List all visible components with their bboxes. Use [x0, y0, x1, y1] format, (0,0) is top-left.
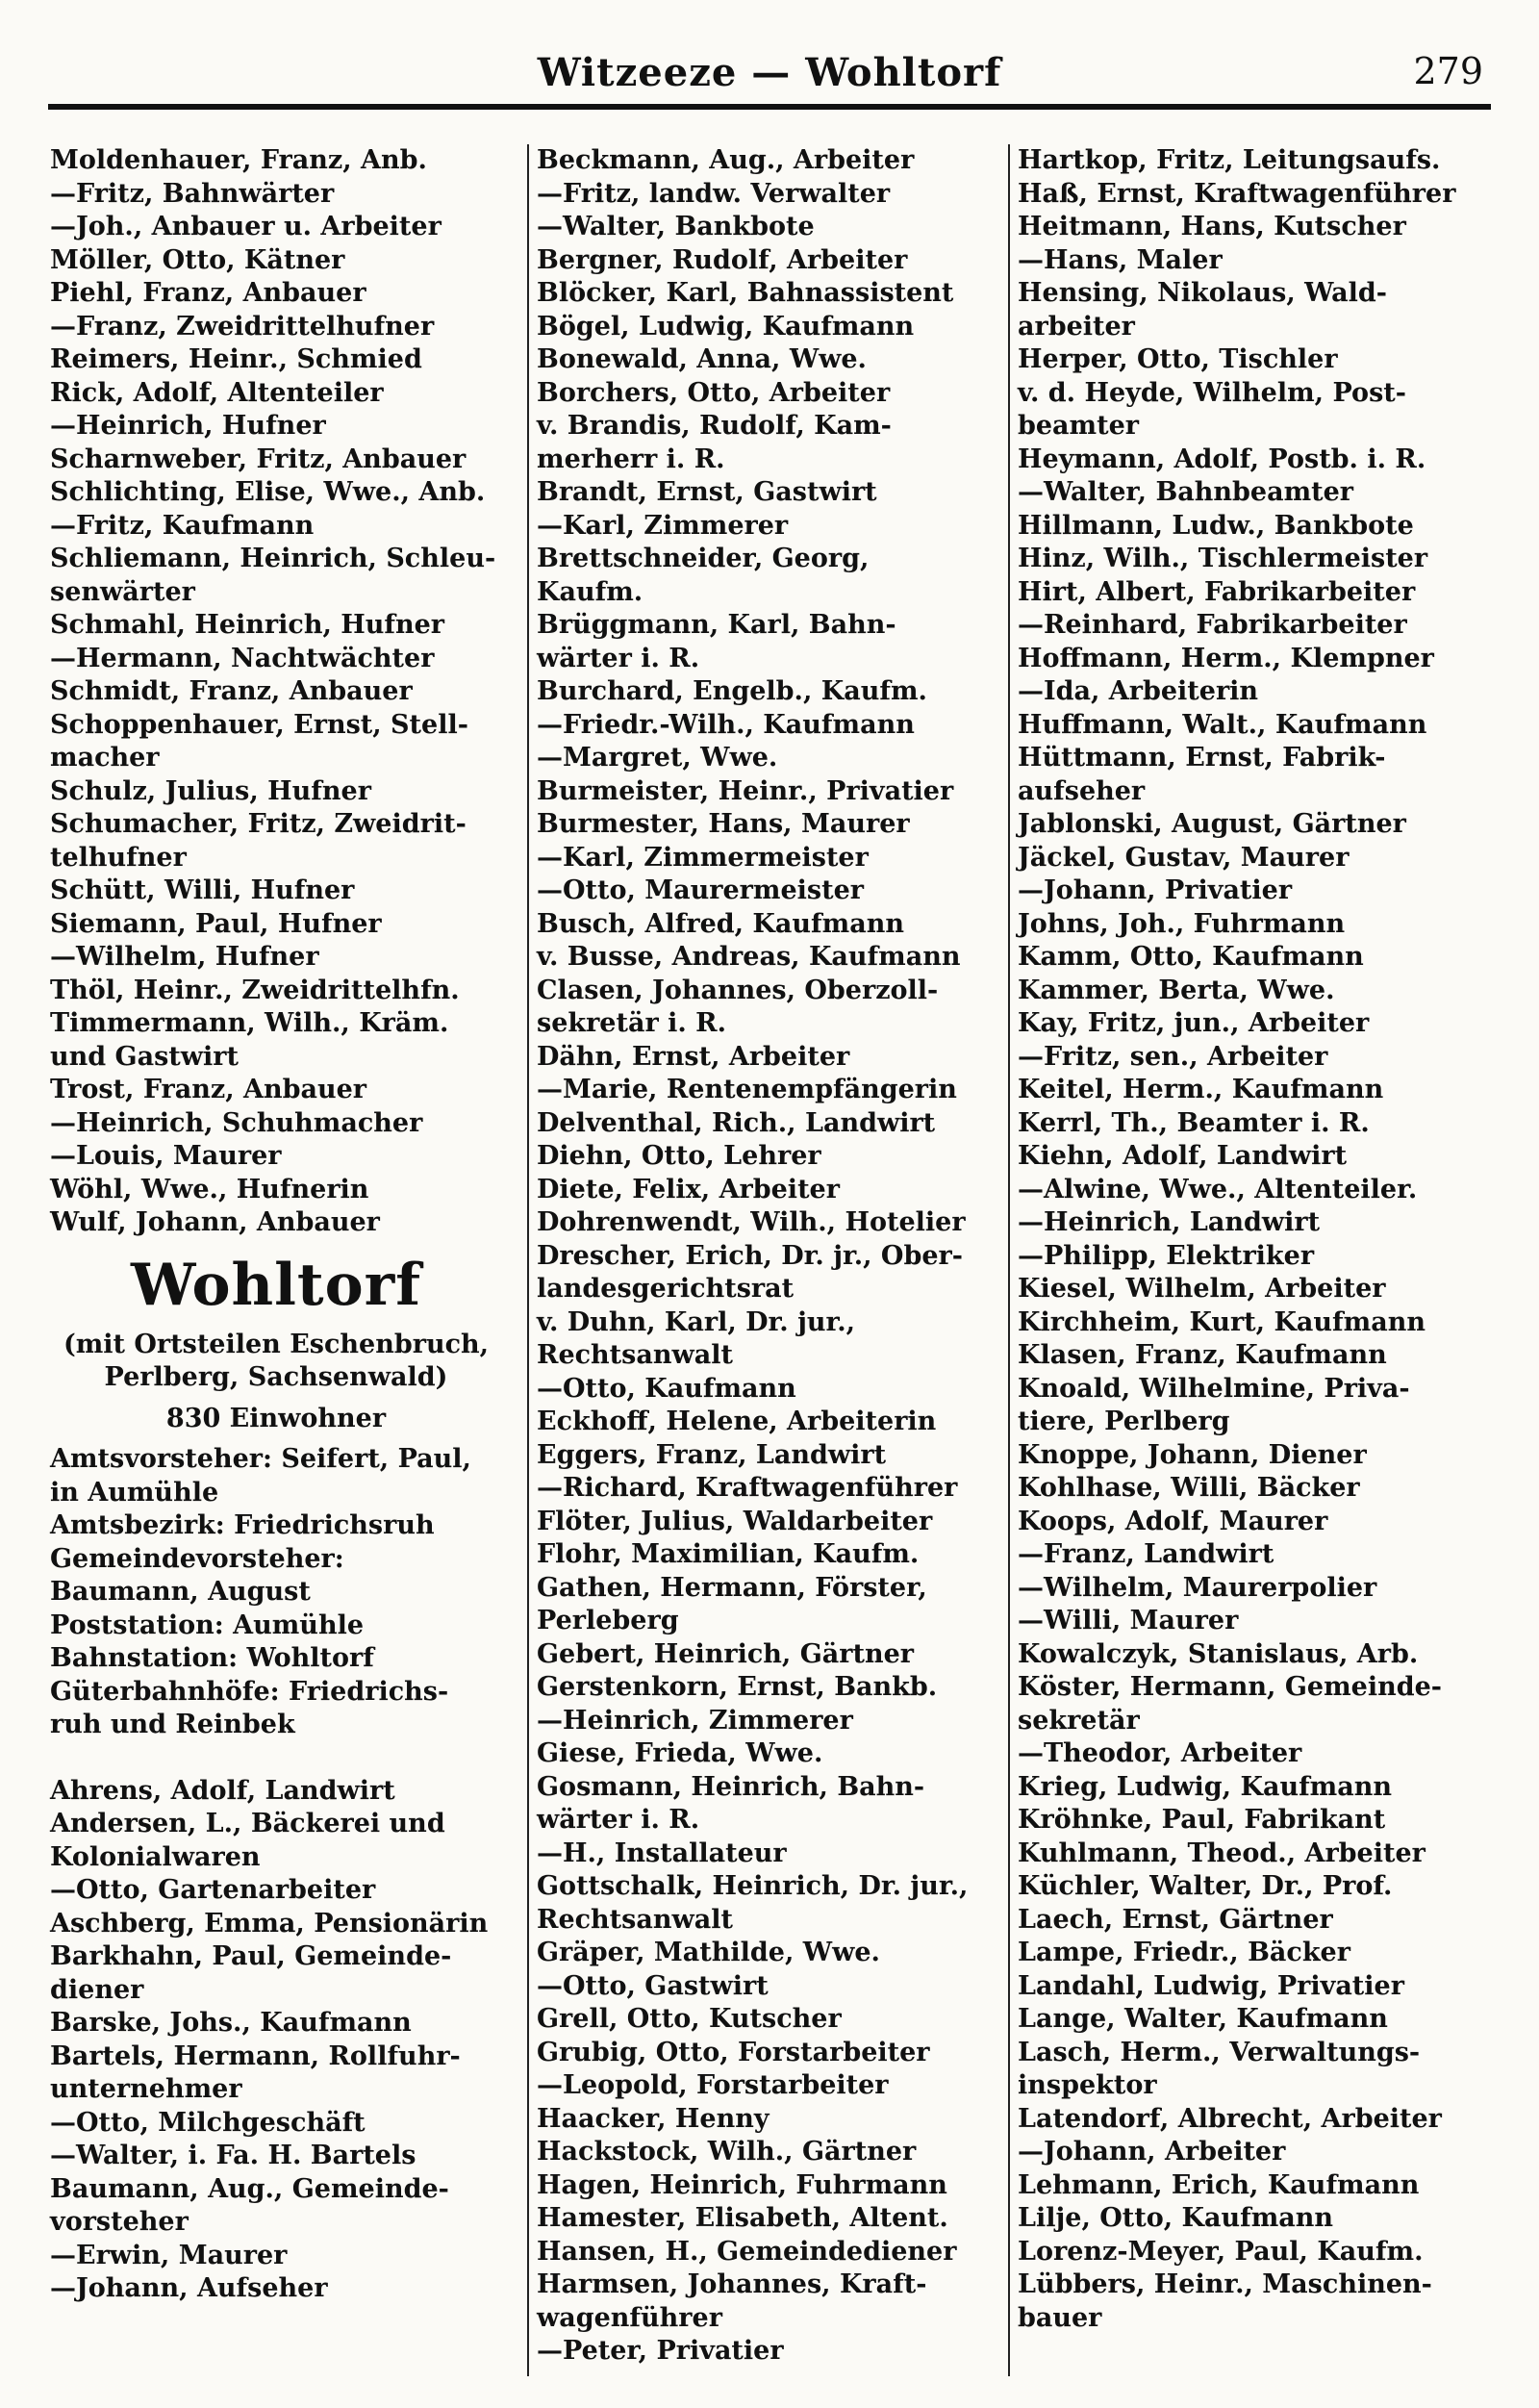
directory-entry: v. d. Heyde, Wilhelm, Post- beamter [1018, 377, 1406, 441]
directory-entry: —Walter, Bahnbeamter [1018, 477, 1354, 507]
directory-entry: —Alwine, Wwe., Altenteiler. [1018, 1174, 1418, 1204]
directory-entry: Andersen, L., Bäckerei und Kolonialwaren [50, 1809, 445, 1872]
directory-entry: Beckmann, Aug., Arbeiter [537, 145, 915, 175]
directory-entry: —Johann, Privatier [1018, 875, 1293, 905]
directory-entry: Jäckel, Gustav, Maurer [1018, 842, 1350, 873]
directory-entry: —Peter, Privatier [537, 2336, 784, 2366]
column-1 [50, 144, 502, 2376]
directory-entry: v. Busse, Andreas, Kaufmann [537, 942, 961, 972]
directory-entry: Kiehn, Adolf, Landwirt [1018, 1141, 1348, 1171]
directory-entry: Eggers, Franz, Landwirt [537, 1439, 887, 1470]
directory-entry: Wöhl, Wwe., Hufnerin [50, 1174, 369, 1204]
directory-entry: Reimers, Heinr., Schmied [50, 344, 422, 374]
directory-entry: —Heinrich, Zimmerer [537, 1705, 853, 1736]
directory-entry: Siemann, Paul, Hufner [50, 908, 382, 939]
directory-entry: Hackstock, Wilh., Gärtner [537, 2137, 917, 2167]
directory-entry: Hillmann, Ludw., Bankbote [1018, 510, 1414, 541]
section-info-line: Bahnstation: Wohltorf [50, 1643, 374, 1673]
directory-entry: Borchers, Otto, Arbeiter [537, 377, 891, 408]
directory-entry: Köster, Hermann, Gemeinde- sekretär [1018, 1672, 1442, 1736]
directory-entry: Herper, Otto, Tischler [1018, 344, 1338, 374]
directory-entry: Eckhoff, Helene, Arbeiterin [537, 1407, 937, 1436]
directory-entry: Barkhahn, Paul, Gemeinde- diener [50, 1941, 452, 2005]
directory-entry: Schmidt, Franz, Anbauer [50, 676, 413, 706]
directory-entry: Hagen, Heinrich, Fuhrmann [537, 2169, 947, 2200]
residents-list-wohltorf-b [537, 144, 979, 2369]
directory-entry: Latendorf, Albrecht, Arbeiter [1018, 2103, 1442, 2134]
directory-entry: Lübbers, Heinr., Maschinen- bauer [1018, 2269, 1432, 2333]
directory-entry: —Reinhard, Fabrikarbeiter [1018, 610, 1407, 640]
directory-entry: v. Duhn, Karl, Dr. jur., Rechtsanwalt [537, 1306, 856, 1370]
directory-entry: —Walter, Bankbote [537, 212, 815, 241]
directory-entry: Knoald, Wilhelmine, Priva- tiere, Perlberg [1018, 1373, 1410, 1436]
residents-list-wohltorf-c [1018, 144, 1489, 2335]
directory-entry: Johns, Joh., Fuhrmann [1018, 908, 1346, 939]
directory-entry: Krieg, Ludwig, Kaufmann [1018, 1771, 1393, 1802]
directory-entry: —Fritz, sen., Arbeiter [1018, 1041, 1328, 1072]
directory-entry: Gräper, Mathilde, Wwe. [537, 1938, 880, 1967]
directory-entry: Heitmann, Hans, Kutscher [1018, 212, 1406, 241]
section-info-line: Amtsvorsteher: Seifert, Paul, in Aumühle [50, 1444, 471, 1508]
directory-entry: —Walter, i. Fa. H. Bartels [50, 2141, 416, 2170]
directory-entry: Hensing, Nikolaus, Wald- arbeiter [1018, 278, 1387, 342]
directory-entry: —Fritz, Kaufmann [50, 510, 315, 541]
directory-entry: Diehn, Otto, Lehrer [537, 1141, 821, 1171]
directory-entry: Trost, Franz, Anbauer [50, 1075, 366, 1104]
population-count: 830 Einwohner [165, 1403, 387, 1433]
directory-entry: Koops, Adolf, Maurer [1018, 1506, 1328, 1536]
directory-entry: Schoppenhauer, Ernst, Stell- macher [50, 709, 468, 773]
directory-entry: Moldenhauer, Franz, Anb. [50, 145, 427, 175]
page-number: 279 [1413, 50, 1483, 92]
directory-entry: Schliemann, Heinrich, Schleu- senwärter [50, 544, 496, 607]
directory-entry: Drescher, Erich, Dr. jr., Ober- landesgerichtsrat [537, 1240, 963, 1304]
directory-entry: Kröhnke, Paul, Fabrikant [1018, 1805, 1386, 1835]
directory-entry: Kuhlmann, Theod., Arbeiter [1018, 1838, 1425, 1868]
directory-entry: Scharnweber, Fritz, Anbauer [50, 444, 467, 474]
directory-entry: —Heinrich, Schuhmacher [50, 1107, 423, 1138]
directory-entry: Lampe, Friedr., Bäcker [1018, 1938, 1350, 1967]
directory-entry: Busch, Alfred, Kaufmann [537, 908, 904, 939]
directory-entry: Schumacher, Fritz, Zweidrit- telhufner [50, 809, 467, 873]
directory-entry: Bögel, Ludwig, Kaufmann [537, 311, 915, 342]
directory-entry: Gathen, Hermann, Förster, Perleberg [537, 1572, 927, 1635]
directory-entry: —Hans, Maler [1018, 244, 1223, 275]
section-title: Wohltorf [130, 1251, 422, 1319]
directory-entry: Baumann, Aug., Gemeinde- vorsteher [50, 2173, 449, 2237]
directory-entry: —Margret, Wwe. [537, 743, 778, 773]
directory-entry: —Joh., Anbauer u. Arbeiter [50, 212, 442, 241]
directory-entry: Grubig, Otto, Forstarbeiter [537, 2037, 930, 2067]
directory-entry: Flohr, Maximilian, Kaufm. [537, 1539, 920, 1569]
directory-entry: Thöl, Heinr., Zweidrittelhfn. [50, 975, 460, 1005]
directory-entry: Kerrl, Th., Beamter i. R. [1018, 1107, 1370, 1138]
directory-entry: —Karl, Zimmermeister [537, 842, 869, 873]
directory-entry: Haacker, Henny [537, 2103, 770, 2134]
section-info-line: Gemeindevorsteher: Baumann, August [50, 1543, 344, 1607]
directory-entry: Lehmann, Erich, Kaufmann [1018, 2169, 1420, 2200]
section-subtitle: (mit Ortsteilen Eschenbruch, Perlberg, Sachsenwald) [63, 1329, 490, 1392]
directory-entry: —Otto, Gartenarbeiter [50, 1875, 376, 1905]
directory-entry: Landahl, Ludwig, Privatier [1018, 1970, 1404, 2001]
directory-entry: Bonewald, Anna, Wwe. [537, 344, 867, 374]
section-info-list [50, 1443, 502, 1742]
directory-entry: Giese, Frieda, Wwe. [537, 1738, 823, 1768]
directory-entry: Haß, Ernst, Kraftwagenführer [1018, 178, 1456, 209]
directory-entry: Barske, Johs., Kaufmann [50, 2008, 412, 2038]
directory-entry: Brettschneider, Georg, Kaufm. [537, 544, 870, 607]
directory-entry: Schulz, Julius, Hufner [50, 775, 371, 806]
directory-entry: Diete, Felix, Arbeiter [537, 1174, 840, 1204]
directory-entry: Burmeister, Heinr., Privatier [537, 775, 954, 806]
directory-entry: Delventhal, Rich., Landwirt [537, 1107, 936, 1138]
directory-entry: Hansen, H., Gemeindediener [537, 2236, 957, 2267]
directory-entry: —Otto, Maurermeister [537, 875, 864, 905]
directory-entry: Schmahl, Heinrich, Hufner [50, 610, 445, 640]
directory-entry: Kamm, Otto, Kaufmann [1018, 942, 1364, 972]
directory-entry: Harmsen, Johannes, Kraft- wagenführer [537, 2269, 927, 2333]
directory-entry: —Fritz, landw. Verwalter [537, 178, 891, 209]
directory-entry: Timmermann, Wilh., Kräm. und Gastwirt [50, 1008, 449, 1072]
directory-entry: Flöter, Julius, Waldarbeiter [537, 1506, 933, 1536]
directory-entry: —Philipp, Elektriker [1018, 1240, 1315, 1271]
directory-entry: —Louis, Maurer [50, 1141, 282, 1171]
directory-entry: Burchard, Engelb., Kaufm. [537, 676, 927, 706]
directory-entry: Dähn, Ernst, Arbeiter [537, 1041, 850, 1072]
directory-entry: Huffmann, Walt., Kaufmann [1018, 709, 1427, 740]
page-title: Witzeeze — Wohltorf [537, 50, 1002, 95]
directory-entry: Burmester, Hans, Maurer [537, 809, 910, 839]
directory-entry: Brandt, Ernst, Gastwirt [537, 477, 877, 507]
directory-entry: Laech, Ernst, Gärtner [1018, 1904, 1333, 1935]
directory-entry: —Johann, Aufseher [50, 2273, 328, 2303]
directory-entry: Kammer, Berta, Wwe. [1018, 975, 1335, 1005]
directory-entry: —Friedr.-Wilh., Kaufmann [537, 709, 915, 740]
directory-entry: Knoppe, Johann, Diener [1018, 1439, 1367, 1470]
directory-entry: Hinz, Wilh., Tischlermeister [1018, 544, 1428, 573]
directory-entry: Bergner, Rudolf, Arbeiter [537, 244, 908, 275]
directory-entry: Hirt, Albert, Fabrikarbeiter [1018, 576, 1416, 607]
directory-entry: Dohrenwendt, Wilh., Hotelier [537, 1207, 966, 1237]
directory-entry: Lasch, Herm., Verwaltungs- inspektor [1018, 2037, 1421, 2100]
directory-entry: —Hermann, Nachtwächter [50, 643, 435, 673]
directory-entry: Lange, Walter, Kaufmann [1018, 2004, 1388, 2034]
directory-entry: —H., Installateur [537, 1838, 787, 1868]
directory-entry: Jablonski, August, Gärtner [1018, 809, 1406, 839]
directory-entry: Kirchheim, Kurt, Kaufmann [1018, 1306, 1425, 1337]
directory-entry: —Willi, Maurer [1018, 1606, 1239, 1635]
directory-entry: —Otto, Milchgeschäft [50, 2107, 366, 2138]
directory-entry: —Otto, Gastwirt [537, 1970, 769, 2001]
directory-entry: Gerstenkorn, Ernst, Bankb. [537, 1672, 938, 1702]
column-2 [527, 144, 979, 2376]
directory-entry: Keitel, Herm., Kaufmann [1018, 1075, 1384, 1104]
directory-entry: Schlichting, Elise, Wwe., Anb. [50, 477, 486, 507]
directory-entry: Hartkop, Fritz, Leitungsaufs. [1018, 145, 1441, 175]
page-header [48, 37, 1491, 110]
directory-entry: Blöcker, Karl, Bahnassistent [537, 278, 954, 308]
directory-entry: —Erwin, Maurer [50, 2240, 288, 2270]
directory-entry: Gosmann, Heinrich, Bahn- wärter i. R. [537, 1771, 925, 1835]
directory-entry: Möller, Otto, Kätner [50, 244, 345, 275]
directory-entry: Küchler, Walter, Dr., Prof. [1018, 1871, 1393, 1901]
directory-entry: —Franz, Zweidrittelhufner [50, 311, 435, 342]
section-info-line: Güterbahnhöfe: Friedrichs- ruh und Reinbek [50, 1676, 449, 1739]
directory-entry: —Fritz, Bahnwärter [50, 178, 335, 209]
directory-entry: Kowalczyk, Stanislaus, Arb. [1018, 1638, 1419, 1669]
directory-entry: Kay, Fritz, jun., Arbeiter [1018, 1008, 1370, 1038]
directory-entry: Bartels, Hermann, Rollfuhr- unternehmer [50, 2040, 461, 2104]
section-info-line: Amtsbezirk: Friedrichsruh [50, 1510, 435, 1540]
directory-entry: —Heinrich, Landwirt [1018, 1207, 1321, 1237]
directory-entry: Wulf, Johann, Anbauer [50, 1207, 380, 1237]
directory-entry: Piehl, Franz, Anbauer [50, 278, 366, 308]
column-3 [1008, 144, 1489, 2376]
directory-entry: Brüggmann, Karl, Bahn- wärter i. R. [537, 610, 896, 673]
directory-entry: Lilje, Otto, Kaufmann [1018, 2203, 1334, 2233]
section-info-line: Poststation: Aumühle [50, 1610, 365, 1640]
directory-entry: Schütt, Willi, Hufner [50, 875, 355, 905]
directory-entry: Klasen, Franz, Kaufmann [1018, 1340, 1387, 1370]
directory-entry: —Theodor, Arbeiter [1018, 1738, 1302, 1768]
directory-entry: —Heinrich, Hufner [50, 411, 326, 441]
directory-entry: Gottschalk, Heinrich, Dr. jur., Rechtsanwalt [537, 1871, 969, 1935]
residents-list-witzeeze [50, 144, 502, 1240]
directory-entry: Grell, Otto, Kutscher [537, 2004, 842, 2034]
residents-list-wohltorf-a [50, 1775, 502, 2306]
spacer [50, 1742, 502, 1775]
directory-entry: Ahrens, Adolf, Landwirt [50, 1775, 395, 1806]
directory-entry: —Karl, Zimmerer [537, 510, 789, 541]
directory-entry: —Marie, Rentenempfängerin [537, 1075, 957, 1104]
directory-entry: Clasen, Johannes, Oberzoll- sekretär i. R. [537, 975, 939, 1038]
directory-entry: Gebert, Heinrich, Gärtner [537, 1638, 915, 1669]
directory-entry: Kiesel, Wilhelm, Arbeiter [1018, 1274, 1386, 1304]
directory-entry: —Wilhelm, Hufner [50, 942, 319, 972]
directory-entry: Heymann, Adolf, Postb. i. R. [1018, 444, 1426, 474]
directory-entry: —Ida, Arbeiterin [1018, 676, 1259, 706]
directory-entry: Hamester, Elisabeth, Altent. [537, 2203, 948, 2233]
directory-entry: Hoffmann, Herm., Klempner [1018, 643, 1434, 673]
directory-entry: Hüttmann, Ernst, Fabrik- aufseher [1018, 743, 1386, 806]
directory-entry: Aschberg, Emma, Pensionärin [50, 1908, 489, 1939]
directory-entry: —Johann, Arbeiter [1018, 2137, 1286, 2167]
directory-entry: —Wilhelm, Maurerpolier [1018, 1572, 1377, 1603]
directory-entry: —Leopold, Forstarbeiter [537, 2070, 889, 2100]
directory-entry: —Richard, Kraftwagenführer [537, 1473, 958, 1503]
directory-entry: —Franz, Landwirt [1018, 1539, 1274, 1569]
directory-entry: Rick, Adolf, Altenteiler [50, 377, 384, 408]
directory-entry: —Otto, Kaufmann [537, 1373, 796, 1404]
directory-entry: Kohlhase, Willi, Bäcker [1018, 1473, 1360, 1503]
directory-entry: v. Brandis, Rudolf, Kam- merherr i. R. [537, 411, 892, 474]
directory-entry: Lorenz-Meyer, Paul, Kaufm. [1018, 2236, 1424, 2267]
